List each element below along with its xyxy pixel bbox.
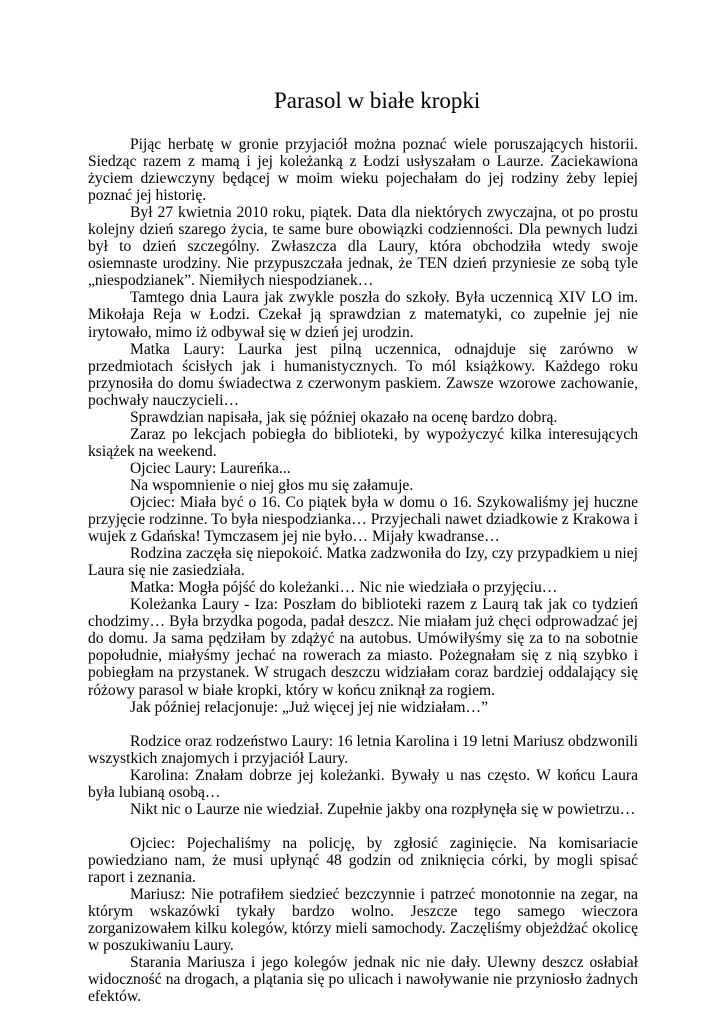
- blank-line: [88, 818, 638, 835]
- paragraph: Pijąc herbatę w gronie przyjaciół można poznać wiele poruszających historii. Siedząc razem z mamą i jej koleżanką z Łodzi usłyszałam o Laurze. Zaciekawiona życiem dziewczyny będącej w moim wieku pojechałam do jej rodziny żeby lepiej poznać jej historię.: [88, 136, 638, 205]
- document-title: Parasol w białe kropki: [274, 88, 481, 113]
- paragraph: Sprawdzian napisała, jak się później okazało na ocenę bardzo dobrą.: [130, 408, 558, 426]
- paragraph: Zaraz po lekcjach pobiegła do biblioteki, by wypożyczyć kilka interesujących książek na weekend.: [88, 425, 638, 460]
- paragraph: Matka: Mogła pójść do koleżanki… Nic nie wiedziała o przyjęciu…: [130, 579, 558, 597]
- paragraph: Matka Laury: Laurka jest pilną uczennica, odnajduje się zarówno w przedmiotach ścisłych jak i humanistycznych. To mól książkowy. Każdego roku przynosiła do domu świadectwa z czerwonym paskiem. Zawsze wzorowe zachowanie, pochwały nauczycieli…: [88, 340, 638, 409]
- paragraph: Mariusz: Nie potrafiłem siedzieć bezczynnie i patrzeć monotonnie na zegar, na którym wskazówki tykały bardzo wolno. Jeszcze tego samego wieczora zorganizowałem kilku kolegów, którzy mieli samochody. Zaczęliśmy objeżdżać okolicę w poszukiwaniu Laury.: [88, 885, 638, 955]
- paragraph: Na wspomnienie o niej głos mu się załamuje.: [130, 476, 414, 494]
- paragraph: Jak później relacjonuje: „Już więcej jej nie widziałam…”: [130, 698, 489, 716]
- paragraph: Nikt nic o Laurze nie wiedział. Zupełnie jakby ona rozpłynęła się w powietrzu…: [130, 800, 636, 818]
- paragraph: Koleżanka Laury - Iza: Poszłam do biblioteki razem z Laurą tak jak co tydzień chodzimy… Była brzydka pogoda, padał deszcz. Nie miałam już chęci odprowadzać jej do domu. Ja sama pędziłam by zdążyć na autobus. Umówiłyśmy się za to na sobotnie popołudnie, miałyśmy jechać na rowerach za miasto. Pożegnałam się z nią szybko i pobiegłam na przystanek. W strugach deszczu widziałam coraz bardziej oddalający się różowy parasol w białe kropki, który w końcu zniknął za rogiem.: [88, 596, 638, 699]
- paragraph: Tamtego dnia Laura jak zwykle poszła do szkoły. Była uczennicą XIV LO im. Mikołaja Reja w Łodzi. Czekał ją sprawdzian z matematyki, co zupełnie jej nie irytowało, mimo iż odbywał się w dzień jej urodzin.: [88, 289, 638, 341]
- paragraph: Ojciec: Pojechaliśmy na policję, by zgłosić zaginięcie. Na komisariacie powiedziano nam, że musi upłynąć 48 godzin od zniknięcia córki, by mogli spisać raport i zeznania.: [88, 834, 638, 886]
- paragraph: Rodzice oraz rodzeństwo Laury: 16 letnia Karolina i 19 letni Mariusz obdzwonili wszystkich znajomych i przyjaciół Laury.: [88, 732, 638, 767]
- paragraph: Karolina: Znałam dobrze jej koleżanki. Bywały u nas często. W końcu Laura była lubianą osobą…: [88, 766, 638, 801]
- paragraph: Starania Mariusza i jego kolegów jednak nic nie dały. Ulewny deszcz osłabiał widoczność na drogach, a plątania się po ulicach i nawoływanie nie przyniosło żadnych efektów.: [88, 954, 638, 1006]
- paragraph: Ojciec: Miała być o 16. Co piątek była w domu o 16. Szykowaliśmy jej huczne przyjęcie rodzinne. To była niespodzianka… Przyjechali nawet dziadkowie z Krakowa i wujek z Gdańska! Tymczasem jej nie było… Mijały kwadranse…: [88, 493, 638, 546]
- paragraph: Rodzina zaczęła się niepokoić. Matka zadzwoniła do Izy, czy przypadkiem u niej Laura się nie zasiedziała.: [88, 545, 638, 580]
- paragraph: Był 27 kwietnia 2010 roku, piątek. Data dla niektórych zwyczajna, ot po prostu kolejny dzień szarego życia, te same bure obowiązki codzienności. Dla pewnych ludzi był to dzień szczególny. Zwłaszcza dla Laury, która obchodziła wtedy swoje osiemnaste urodziny. Nie przypuszczała jednak, że TEN dzień przyniesie ze sobą tyle „niespodzianek”. Niemiłych niespodzianek…: [88, 204, 638, 290]
- document-page: [88, 88, 638, 1005]
- blank-line: [88, 716, 638, 733]
- paragraph: Ojciec Laury: Laureńka...: [130, 459, 291, 477]
